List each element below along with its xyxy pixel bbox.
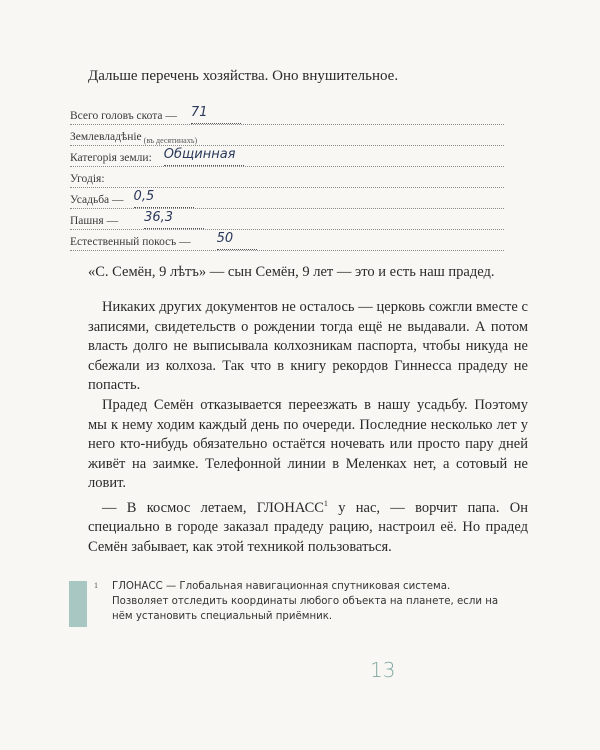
form-label: Угодiя: [70,173,105,185]
dialogue-before: — В космос летаем, ГЛОНАСС [102,499,324,516]
paragraph-visits: Прадед Семён отказывается переезжать в нашу усадьбу. Поэтому мы к нему ходим каждый день по очереди. Последние несколько лет у него кто-нибудь обязательно остаётся ночевать или просто пару дней живёт на заимке. Телефонной линии в Меленках нет, а сотовый не ловит. [88,397,528,491]
footnote-mark: 1 [94,581,98,590]
form-row-landholding [70,125,504,146]
footnote-text: ГЛОНАСС — Глобальная навигационная спутниковая система. Позволяет отследить координаты любого объекта на планете, если на нём установить специальный приёмник. [112,581,499,622]
footnote-accent-bar [69,581,87,627]
form-row-arable [70,209,504,230]
form-row-land-category [70,146,504,167]
form-label: Всего головъ скота — [70,110,177,122]
dialogue-after: у нас, — ворчит папа. Он специально в городе заказал прадеду рацию, настроил её. Но прадед Семён забывает, как этой техникой пользоваться. [88,499,528,555]
form-label: Пашня — [70,215,119,227]
handwritten-value: 0,5 [134,189,194,208]
footnote-ref[interactable]: 1 [323,499,328,508]
form-row-hayfield [70,230,504,251]
form-row-lands [70,167,504,188]
page-number: 13 [370,658,396,682]
form-row-livestock [70,104,504,125]
form-label: Естественный покосъ — [70,236,191,248]
paragraph-documents: Никаких других документов не осталось — церковь сожгли вместе с записями, свидетельств о рождении тогда ещё не выдавали. А потом власть долго не выписывала колхозникам паспорта, чтобы никуда не сбежали из колхоза. Так что в книгу рекордов Гиннесса прадеду не попасть. [88,299,528,393]
handwritten-value: 71 [191,105,241,124]
household-form [70,104,504,251]
intro-text: Дальше перечень хозяйства. Оно внушительное. [88,68,399,84]
handwritten-value: 36,3 [144,210,204,229]
form-label: Категорiя земли: [70,152,152,164]
form-label: Землевладѣнiе [70,131,142,143]
quote-line: «С. Семён, 9 лѣтъ» — сын Семён, 9 лет — это и есть наш прадед. [88,264,495,280]
form-row-homestead [70,188,504,209]
form-label: Усадьба — [70,194,124,206]
handwritten-value: 50 [217,231,257,250]
handwritten-value: Общинная [164,147,244,166]
form-sublabel: (въ десятинахъ) [143,136,198,145]
paragraph-dialogue [88,494,528,557]
